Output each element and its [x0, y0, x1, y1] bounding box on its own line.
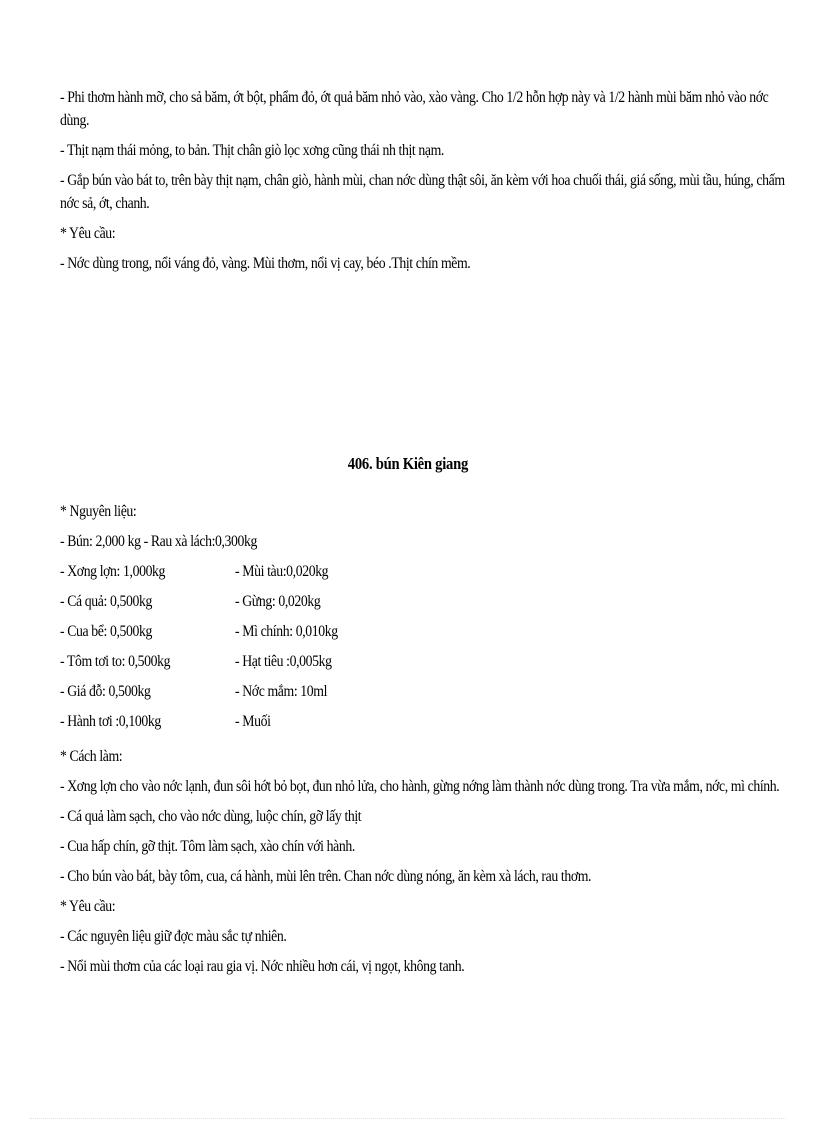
ingredient-row [60, 560, 788, 590]
ingredients-section [60, 500, 788, 740]
requirements-text: - Nớc dùng trong, nổi váng đỏ, vàng. Mùi thơm, nổi vị cay, béo .Thịt chín mềm. [60, 255, 471, 272]
page-bottom-divider [30, 1118, 786, 1119]
requirement-item: - Nổi mùi thơm của các loại rau gia vị. Nớc nhiều hơn cái, vị ngọt, không tanh. [60, 958, 465, 975]
ingredient-row [60, 620, 788, 650]
ingredient-row [60, 680, 788, 710]
recipe-title [0, 452, 816, 476]
ingredient-item: - Hành tơi :0,100kg [60, 713, 161, 730]
method-step: - Cho bún vào bát, bày tôm, cua, cá hành, mùi lên trên. Chan nớc dùng nóng, ăn kèm xà lách, rau thơm. [60, 868, 592, 885]
previous-recipe-continuation [60, 86, 788, 282]
ingredient-item: - Muối [235, 713, 271, 730]
requirement-item: - Các nguyên liệu giữ đợc màu sắc tự nhiên. [60, 928, 287, 945]
ingredient-item: - Tôm tơi to: 0,500kg [60, 653, 171, 670]
method-step: - Xơng lợn cho vào nớc lạnh, đun sôi hớt bỏ bọt, đun nhỏ lửa, cho hành, gừng nớng làm thành nớc dùng trong. Tra vừa mắm, nớc, mì chính. [60, 778, 780, 795]
ingredient-row [60, 710, 788, 740]
method-step: - Cá quả làm sạch, cho vào nớc dùng, luộc chín, gỡ lấy thịt [60, 808, 362, 825]
ingredient-item: - Xơng lợn: 1,000kg [60, 563, 166, 580]
ingredient-item: - Nớc mắm: 10ml [235, 683, 328, 700]
ingredient-row [60, 650, 788, 680]
ingredient-item: - Hạt tiêu :0,005kg [235, 653, 332, 670]
step-paragraph: - Thịt nạm thái mỏng, to bản. Thịt chân giò lọc xơng cũng thái nh thịt nạm. [60, 142, 444, 159]
ingredient-item: - Mì chính: 0,010kg [235, 623, 338, 640]
ingredients-heading: * Nguyên liệu: [60, 503, 137, 520]
ingredient-item: - Mùi tàu:0,020kg [235, 563, 329, 580]
method-section [60, 745, 788, 985]
ingredient-item: - Cá quả: 0,500kg [60, 593, 153, 610]
ingredient-item: - Cua bể: 0,500kg [60, 623, 153, 640]
method-heading: * Cách làm: [60, 748, 123, 765]
requirements-heading: * Yêu cầu: [60, 898, 116, 915]
requirements-heading: * Yêu cầu: [60, 225, 116, 242]
method-step: - Cua hấp chín, gỡ thịt. Tôm làm sạch, xào chín với hành. [60, 838, 355, 855]
ingredient-item: - Giá đỗ: 0,500kg [60, 683, 151, 700]
ingredient-line: - Bún: 2,000 kg - Rau xà lách:0,300kg [60, 533, 258, 550]
recipe-title-text: 406. bún Kiên giang [347, 454, 469, 473]
ingredient-item: - Gừng: 0,020kg [235, 593, 321, 610]
step-paragraph: - Gắp bún vào bát to, trên bày thịt nạm, chân giò, hành mùi, chan nớc dùng thật sôi, ăn kèm với hoa chuối thái, giá sống, mùi tầu, húng, chấm nớc sả, ớt, chanh. [60, 172, 785, 212]
step-paragraph: - Phi thơm hành mỡ, cho sả băm, ớt bột, phẩm đỏ, ớt quả băm nhỏ vào, xào vàng. Cho 1/2 hỗn hợp này và 1/2 hành mùi băm nhỏ vào nớc dùng. [60, 89, 769, 129]
ingredient-row [60, 590, 788, 620]
